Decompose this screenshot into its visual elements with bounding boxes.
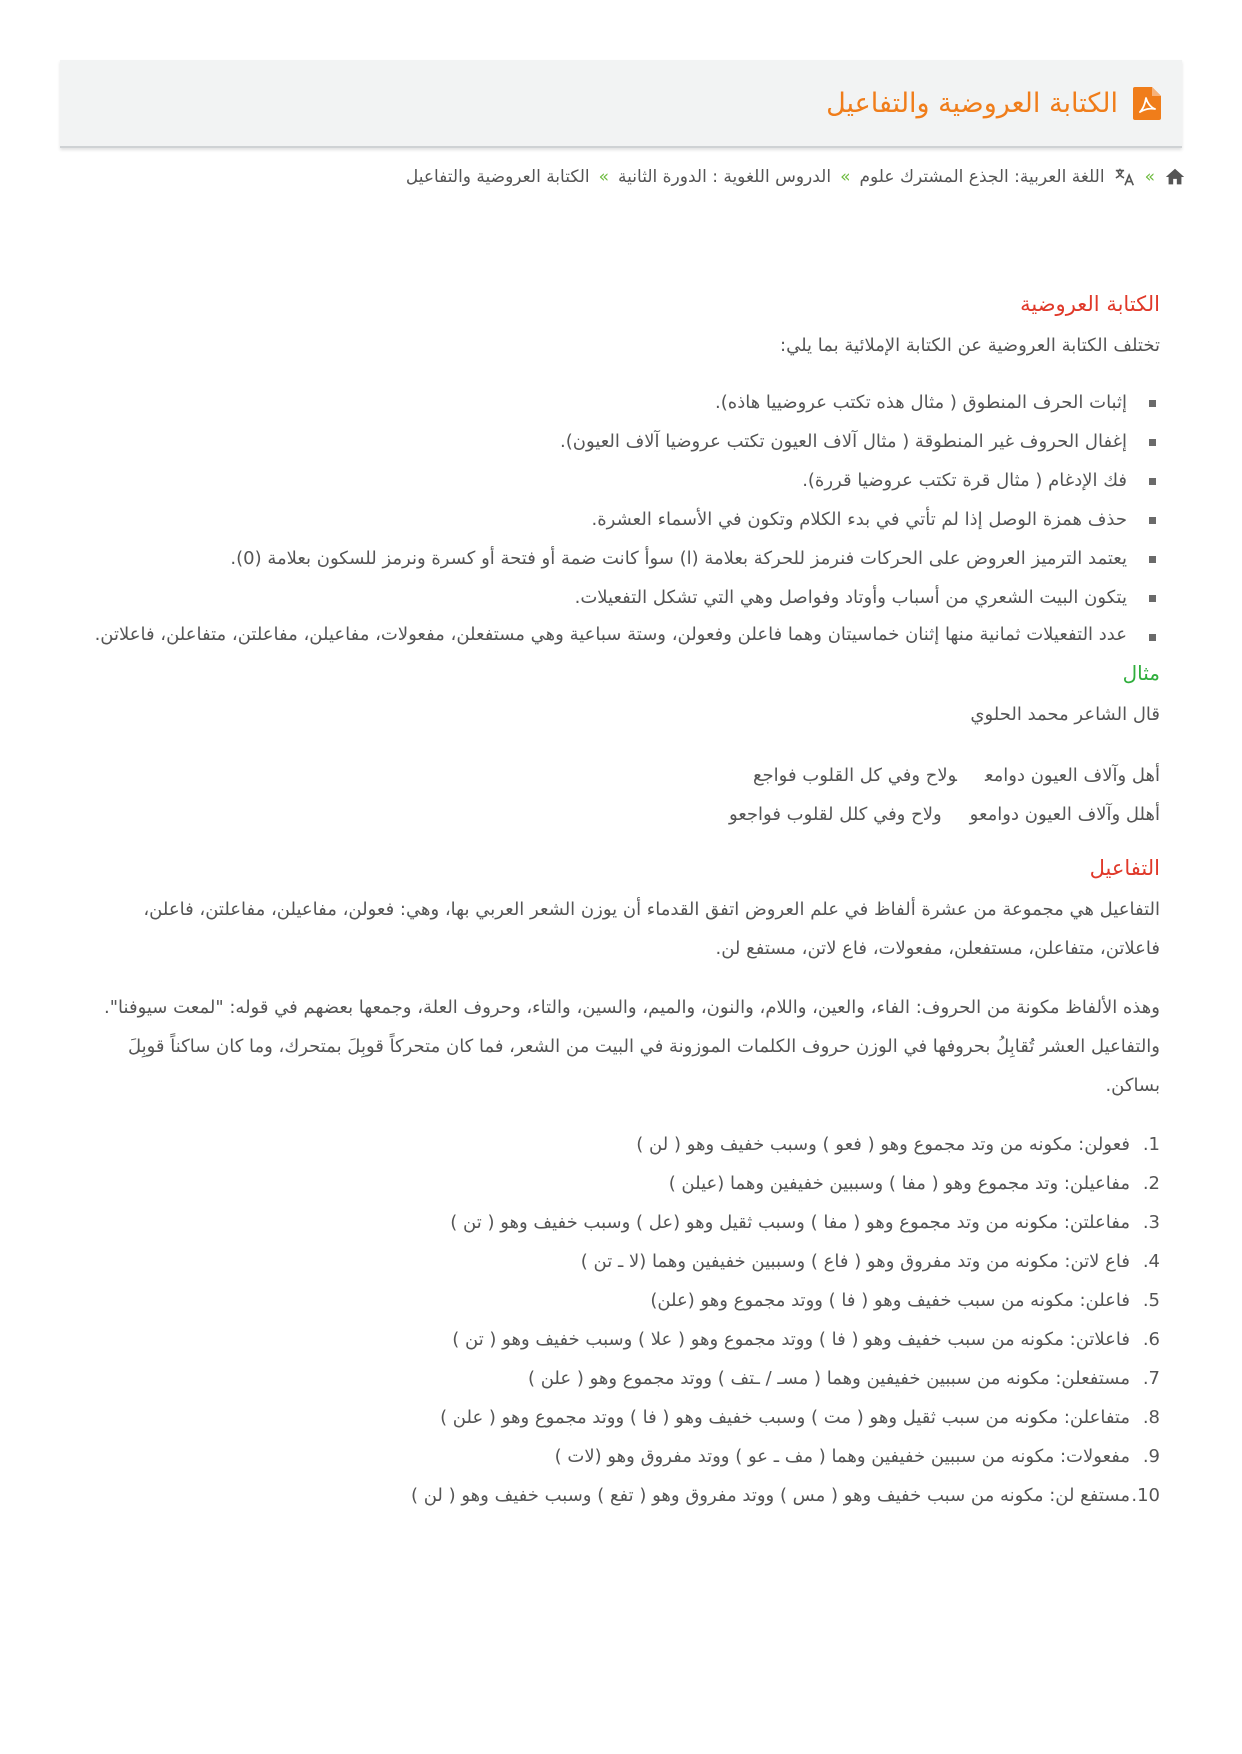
section-title-arudi-writing: الكتابة العروضية [1020,292,1160,316]
list-item [80,1242,1160,1281]
list-item [80,1359,1160,1398]
list-item-text: فاع لاتن: مكونه من وتد مفروق وهو ( فاع ) وسببين خفيفين وهما (لا ـ تن ) [580,1251,1130,1272]
tafaeel-letters: وهذه الألفاظ مكونة من الحروف: الفاء، والعين، واللام، والنون، والميم، والسين، والتاء، وحروف العلة، وجمعها بعضهم في قوله: "لمعت سيوفنا". والتفاعيل العشر تُقابِلُ بحروفها في الوزن حروف الكلمات الموزونة في البيت من الشعر، فما كان متحركاً قوبِلَ بمتحرك، وما كان ساكناً قوبِلَ بساكن. [104,997,1160,1096]
translate-icon [1114,166,1136,188]
list-item [80,1125,1160,1164]
list-number: 5. [1142,1290,1160,1311]
list-number: 7. [1142,1368,1160,1389]
content [80,292,1160,1515]
list-item-text: مفاعلتن: مكونه من وتد مجموع وهو ( مفا ) وسبب ثقيل وهو (عل ) وسبب خفيف وهو ( تن ) [450,1212,1130,1233]
list-item-text: مستفعلن: مكونه من سببين خفيفين وهما ( مسـ / ـتف ) ووتد مجموع وهو ( علن ) [527,1368,1130,1389]
list-number: 1. [1142,1134,1160,1155]
list-number: 10. [1131,1485,1160,1506]
tafaeel-definition: التفاعيل هي مجموعة من عشرة ألفاظ في علم العروض اتفق القدماء أن يوزن الشعر العربي بها، وهي: فعولن، مفاعيلن، مفاعلتن، فاعلن، فاعلاتن، متفاعلن، مستفعلن، مفعولات، فاع لاتن، مستفع لن. [143,899,1160,959]
verse-line [80,756,1160,795]
home-icon[interactable] [1164,166,1186,188]
list-item: يتكون البيت الشعري من أسباب وأوتاد وفواصل وهي التي تشكل التفعيلات. [80,578,1127,617]
list-item: حذف همزة الوصل إذا لم تأتي في بدء الكلام وتكون في الأسماء العشرة. [80,500,1127,539]
verse-line-arudi [80,795,1160,834]
breadcrumb-separator: » [1144,167,1155,187]
list-item-text: متفاعلن: مكونه من سبب ثقيل وهو ( مت ) وسبب خفيف وهو ( فا ) ووتد مجموع وهو ( علن ) [440,1407,1130,1428]
list-item: فك الإدغام ( مثال قرة تكتب عروضيا قررة). [80,461,1127,500]
list-item: إثبات الحرف المنطوق ( مثال هذه تكتب عروضييا هاذه). [80,383,1127,422]
breadcrumb-separator: » [840,167,851,187]
section-intro: تختلف الكتابة العروضية عن الكتابة الإملائية بما يلي: [780,335,1160,356]
section-title-tafaeel: التفاعيل [1089,856,1160,880]
verse-second-half: ولاح وفي كلل لقلوب فواجعو [728,804,942,825]
list-item [80,1203,1160,1242]
breadcrumb-separator: » [598,167,610,187]
breadcrumb-item-subject[interactable]: اللغة العربية: الجذع المشترك علوم [859,167,1105,187]
list-item-text: فاعلاتن: مكونه من سبب خفيف وهو ( فا ) ووتد مجموع وهو ( علا ) وسبب خفيف وهو ( تن ) [452,1329,1130,1350]
tafaeel-list [80,1125,1160,1515]
list-item-text: فاعلن: مكونه من سبب خفيف وهو ( فا ) ووتد مجموع وهو (علن) [650,1290,1130,1311]
list-item [80,1398,1160,1437]
breadcrumb-item-current: الكتابة العروضية والتفاعيل [405,167,590,187]
list-number: 3. [1142,1212,1160,1233]
list-item-text: مفعولات: مكونه من سببين خفيفين وهما ( مف ـ عو ) ووتد مفروق وهو (لات ) [554,1446,1130,1467]
example-title: مثال [1122,661,1160,685]
pdf-icon[interactable] [1132,86,1162,120]
list-item: عدد التفعيلات ثمانية منها إثنان خماسيتان وهما فاعلن وفعولن، وستة سباعية وهي مستفعلن، مفعولات، مفاعيلن، مفاعلتن، متفاعلن، فاعلاتن. [80,617,1127,653]
list-item [80,1164,1160,1203]
list-item-text: مستفع لن: مكونه من سبب خفيف وهو ( مس ) ووتد مفروق وهو ( تفع ) وسبب خفيف وهو ( لن ) [410,1485,1130,1506]
list-number: 2. [1142,1173,1160,1194]
list-number: 9. [1142,1446,1160,1467]
title-bar [60,60,1182,148]
poet-line: قال الشاعر محمد الحلوي [970,704,1160,725]
page-title: الكتابة العروضية والتفاعيل [826,87,1118,119]
list-item: إغفال الحروف غير المنطوقة ( مثال آلاف العيون تكتب عروضيا آلاف العيون). [80,422,1127,461]
list-item-text: فعولن: مكونه من وتد مجموع وهو ( فعو ) وسبب خفيف وهو ( لن ) [636,1134,1130,1155]
list-item [80,1281,1160,1320]
list-item: يعتمد الترميز العروض على الحركات فنرمز للحركة بعلامة (ا) سوأ كانت ضمة أو فتحة أو كسرة ونرمز للسكون بعلامة (0). [80,539,1127,578]
list-number: 8. [1142,1407,1160,1428]
rules-list [80,383,1160,653]
list-number: 4. [1142,1251,1160,1272]
list-item [80,1320,1160,1359]
verse-first-half: أهل وآلاف العيون دوامع [984,765,1160,786]
breadcrumb [406,166,1186,188]
verse-second-half: ولاح وفي كل القلوب فواجع [752,765,957,786]
list-number: 6. [1142,1329,1160,1350]
verse-first-half: أهلل وآلاف العيون دوامعو [969,804,1160,825]
list-item-text: مفاعيلن: وتد مجموع وهو ( مفا ) وسببين خفيفين وهما (عيلن ) [668,1173,1130,1194]
list-item [80,1437,1160,1476]
list-item [80,1476,1160,1515]
breadcrumb-item-lessons[interactable]: الدروس اللغوية : الدورة الثانية [618,167,832,187]
